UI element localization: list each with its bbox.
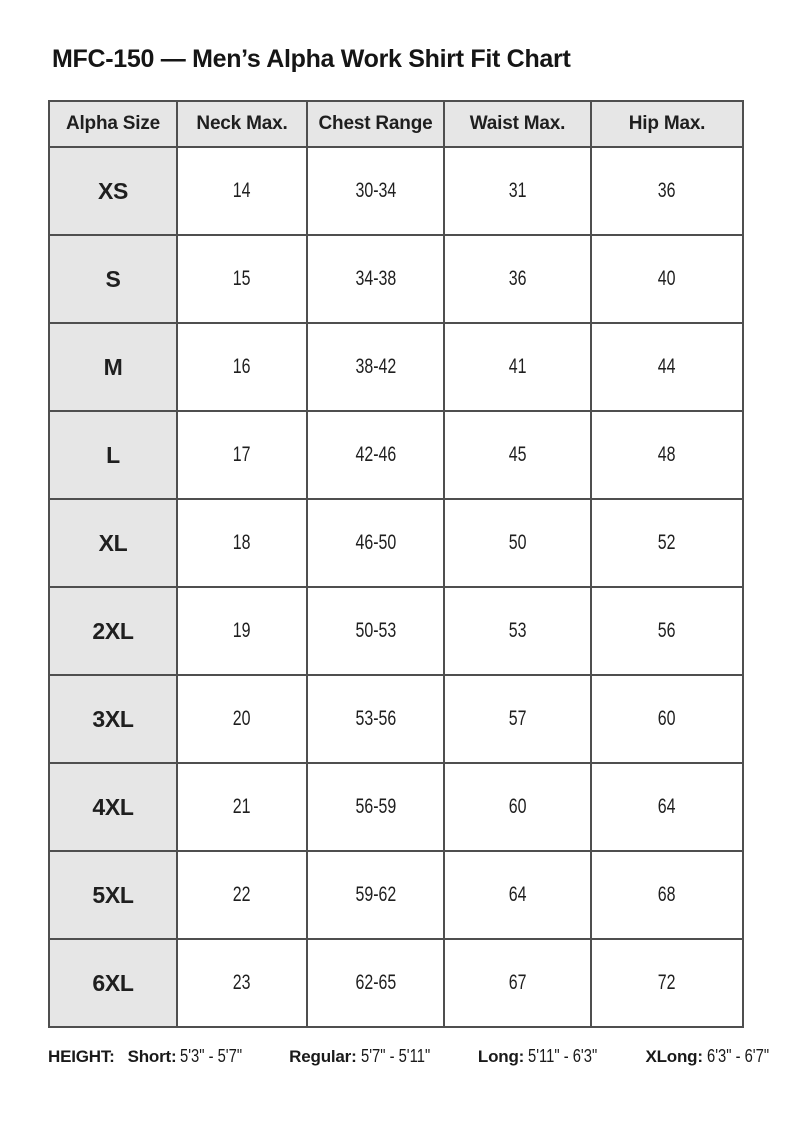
height-entry-long-value: 5'11" - 6'3" — [528, 1046, 598, 1066]
measurement-value: 38-42 — [355, 355, 396, 378]
measurement-value: 48 — [658, 443, 676, 466]
height-entry-short-value: 5'3" - 5'7" — [180, 1046, 243, 1066]
measurement-cell — [591, 587, 743, 675]
height-entry-regular — [289, 1046, 445, 1067]
column-header-alpha-size: Alpha Size — [49, 101, 177, 147]
measurement-cell — [591, 939, 743, 1027]
measurement-value: 30-34 — [355, 179, 396, 202]
measurement-value: 45 — [508, 443, 527, 466]
page-title: MFC-150 — Men’s Alpha Work Shirt Fit Chart — [52, 45, 571, 73]
table-row — [49, 411, 743, 499]
height-legend — [48, 1046, 769, 1067]
height-legend-title: HEIGHT: — [48, 1047, 115, 1066]
height-entry-regular-value: 5'7" - 5'11" — [360, 1046, 430, 1066]
fit-chart-table-head — [49, 101, 743, 147]
table-row — [49, 499, 743, 587]
measurement-cell — [591, 235, 743, 323]
measurement-value: 59-62 — [355, 883, 396, 906]
column-header-neck-max: Neck Max. — [177, 101, 307, 147]
measurement-cell — [591, 851, 743, 939]
measurement-value: 36 — [658, 179, 676, 202]
measurement-cell — [444, 675, 591, 763]
header-row — [49, 101, 743, 147]
measurement-value: 53 — [508, 619, 527, 642]
table-row — [49, 235, 743, 323]
measurement-cell — [307, 675, 444, 763]
size-label-cell: XS — [49, 147, 177, 235]
measurement-value: 62-65 — [355, 971, 396, 994]
size-label-cell: 3XL — [49, 675, 177, 763]
measurement-cell — [177, 851, 307, 939]
measurement-value: 20 — [233, 707, 251, 730]
column-header-chest-range: Chest Range — [307, 101, 444, 147]
height-entry-xlong-value: 6'3" - 6'7" — [706, 1046, 769, 1066]
measurement-cell — [591, 763, 743, 851]
size-label-cell: L — [49, 411, 177, 499]
column-header-waist-max: Waist Max. — [444, 101, 591, 147]
measurement-value: 53-56 — [355, 707, 396, 730]
measurement-value: 64 — [658, 795, 676, 818]
measurement-value: 60 — [508, 795, 527, 818]
size-label-cell: XL — [49, 499, 177, 587]
table-row — [49, 675, 743, 763]
measurement-cell — [307, 763, 444, 851]
height-entry-xlong-label: XLong: — [645, 1047, 703, 1066]
measurement-cell — [177, 323, 307, 411]
size-label-cell: 5XL — [49, 851, 177, 939]
measurement-cell — [307, 587, 444, 675]
measurement-value: 67 — [508, 971, 527, 994]
measurement-cell — [177, 675, 307, 763]
measurement-cell — [177, 235, 307, 323]
height-entry-short-label: Short: — [127, 1047, 177, 1066]
measurement-cell — [307, 939, 444, 1027]
measurement-value: 72 — [658, 971, 676, 994]
measurement-value: 17 — [233, 443, 251, 466]
measurement-cell — [591, 147, 743, 235]
measurement-value: 23 — [233, 971, 251, 994]
size-label-cell: 6XL — [49, 939, 177, 1027]
measurement-cell — [307, 851, 444, 939]
measurement-cell — [307, 147, 444, 235]
measurement-value: 44 — [658, 355, 676, 378]
height-entry-short — [128, 1046, 257, 1067]
measurement-cell — [591, 499, 743, 587]
measurement-cell — [591, 675, 743, 763]
measurement-cell — [307, 499, 444, 587]
measurement-value: 18 — [233, 531, 251, 554]
size-label-cell: 4XL — [49, 763, 177, 851]
measurement-value: 42-46 — [355, 443, 396, 466]
table-row — [49, 147, 743, 235]
table-row — [49, 323, 743, 411]
measurement-value: 41 — [508, 355, 527, 378]
measurement-cell — [444, 235, 591, 323]
fit-chart-table — [48, 100, 744, 1028]
measurement-value: 56-59 — [355, 795, 396, 818]
measurement-value: 56 — [658, 619, 676, 642]
measurement-cell — [307, 411, 444, 499]
measurement-cell — [444, 323, 591, 411]
measurement-value: 50 — [508, 531, 527, 554]
measurement-cell — [177, 763, 307, 851]
measurement-value: 64 — [508, 883, 527, 906]
measurement-cell — [177, 147, 307, 235]
measurement-cell — [444, 147, 591, 235]
measurement-cell — [177, 411, 307, 499]
measurement-cell — [307, 323, 444, 411]
measurement-cell — [444, 499, 591, 587]
measurement-cell — [177, 499, 307, 587]
measurement-cell — [591, 411, 743, 499]
size-label-cell: S — [49, 235, 177, 323]
size-label-cell: M — [49, 323, 177, 411]
table-row — [49, 763, 743, 851]
measurement-value: 68 — [658, 883, 676, 906]
measurement-value: 34-38 — [355, 267, 396, 290]
height-entry-long-label: Long: — [477, 1047, 525, 1066]
measurement-cell — [444, 851, 591, 939]
measurement-value: 60 — [658, 707, 676, 730]
measurement-value: 16 — [233, 355, 251, 378]
height-entry-regular-label: Regular: — [289, 1047, 357, 1066]
table-row — [49, 587, 743, 675]
height-entry-xlong — [645, 1046, 782, 1067]
measurement-value: 52 — [658, 531, 676, 554]
measurement-cell — [177, 587, 307, 675]
measurement-value: 36 — [508, 267, 527, 290]
measurement-value: 21 — [233, 795, 251, 818]
measurement-cell — [444, 939, 591, 1027]
measurement-value: 40 — [658, 267, 676, 290]
measurement-value: 46-50 — [355, 531, 396, 554]
measurement-cell — [307, 235, 444, 323]
measurement-value: 22 — [233, 883, 251, 906]
fit-chart-table-body — [49, 147, 743, 1027]
measurement-value: 57 — [508, 707, 527, 730]
table-row — [49, 939, 743, 1027]
measurement-cell — [444, 587, 591, 675]
measurement-cell — [444, 763, 591, 851]
table-row — [49, 851, 743, 939]
measurement-cell — [177, 939, 307, 1027]
size-label-cell: 2XL — [49, 587, 177, 675]
height-entry-long — [478, 1046, 613, 1067]
measurement-cell — [591, 323, 743, 411]
measurement-value: 50-53 — [355, 619, 396, 642]
measurement-value: 31 — [508, 179, 527, 202]
measurement-value: 14 — [233, 179, 251, 202]
measurement-value: 19 — [233, 619, 251, 642]
column-header-hip-max: Hip Max. — [591, 101, 743, 147]
measurement-value: 15 — [233, 267, 251, 290]
measurement-cell — [444, 411, 591, 499]
